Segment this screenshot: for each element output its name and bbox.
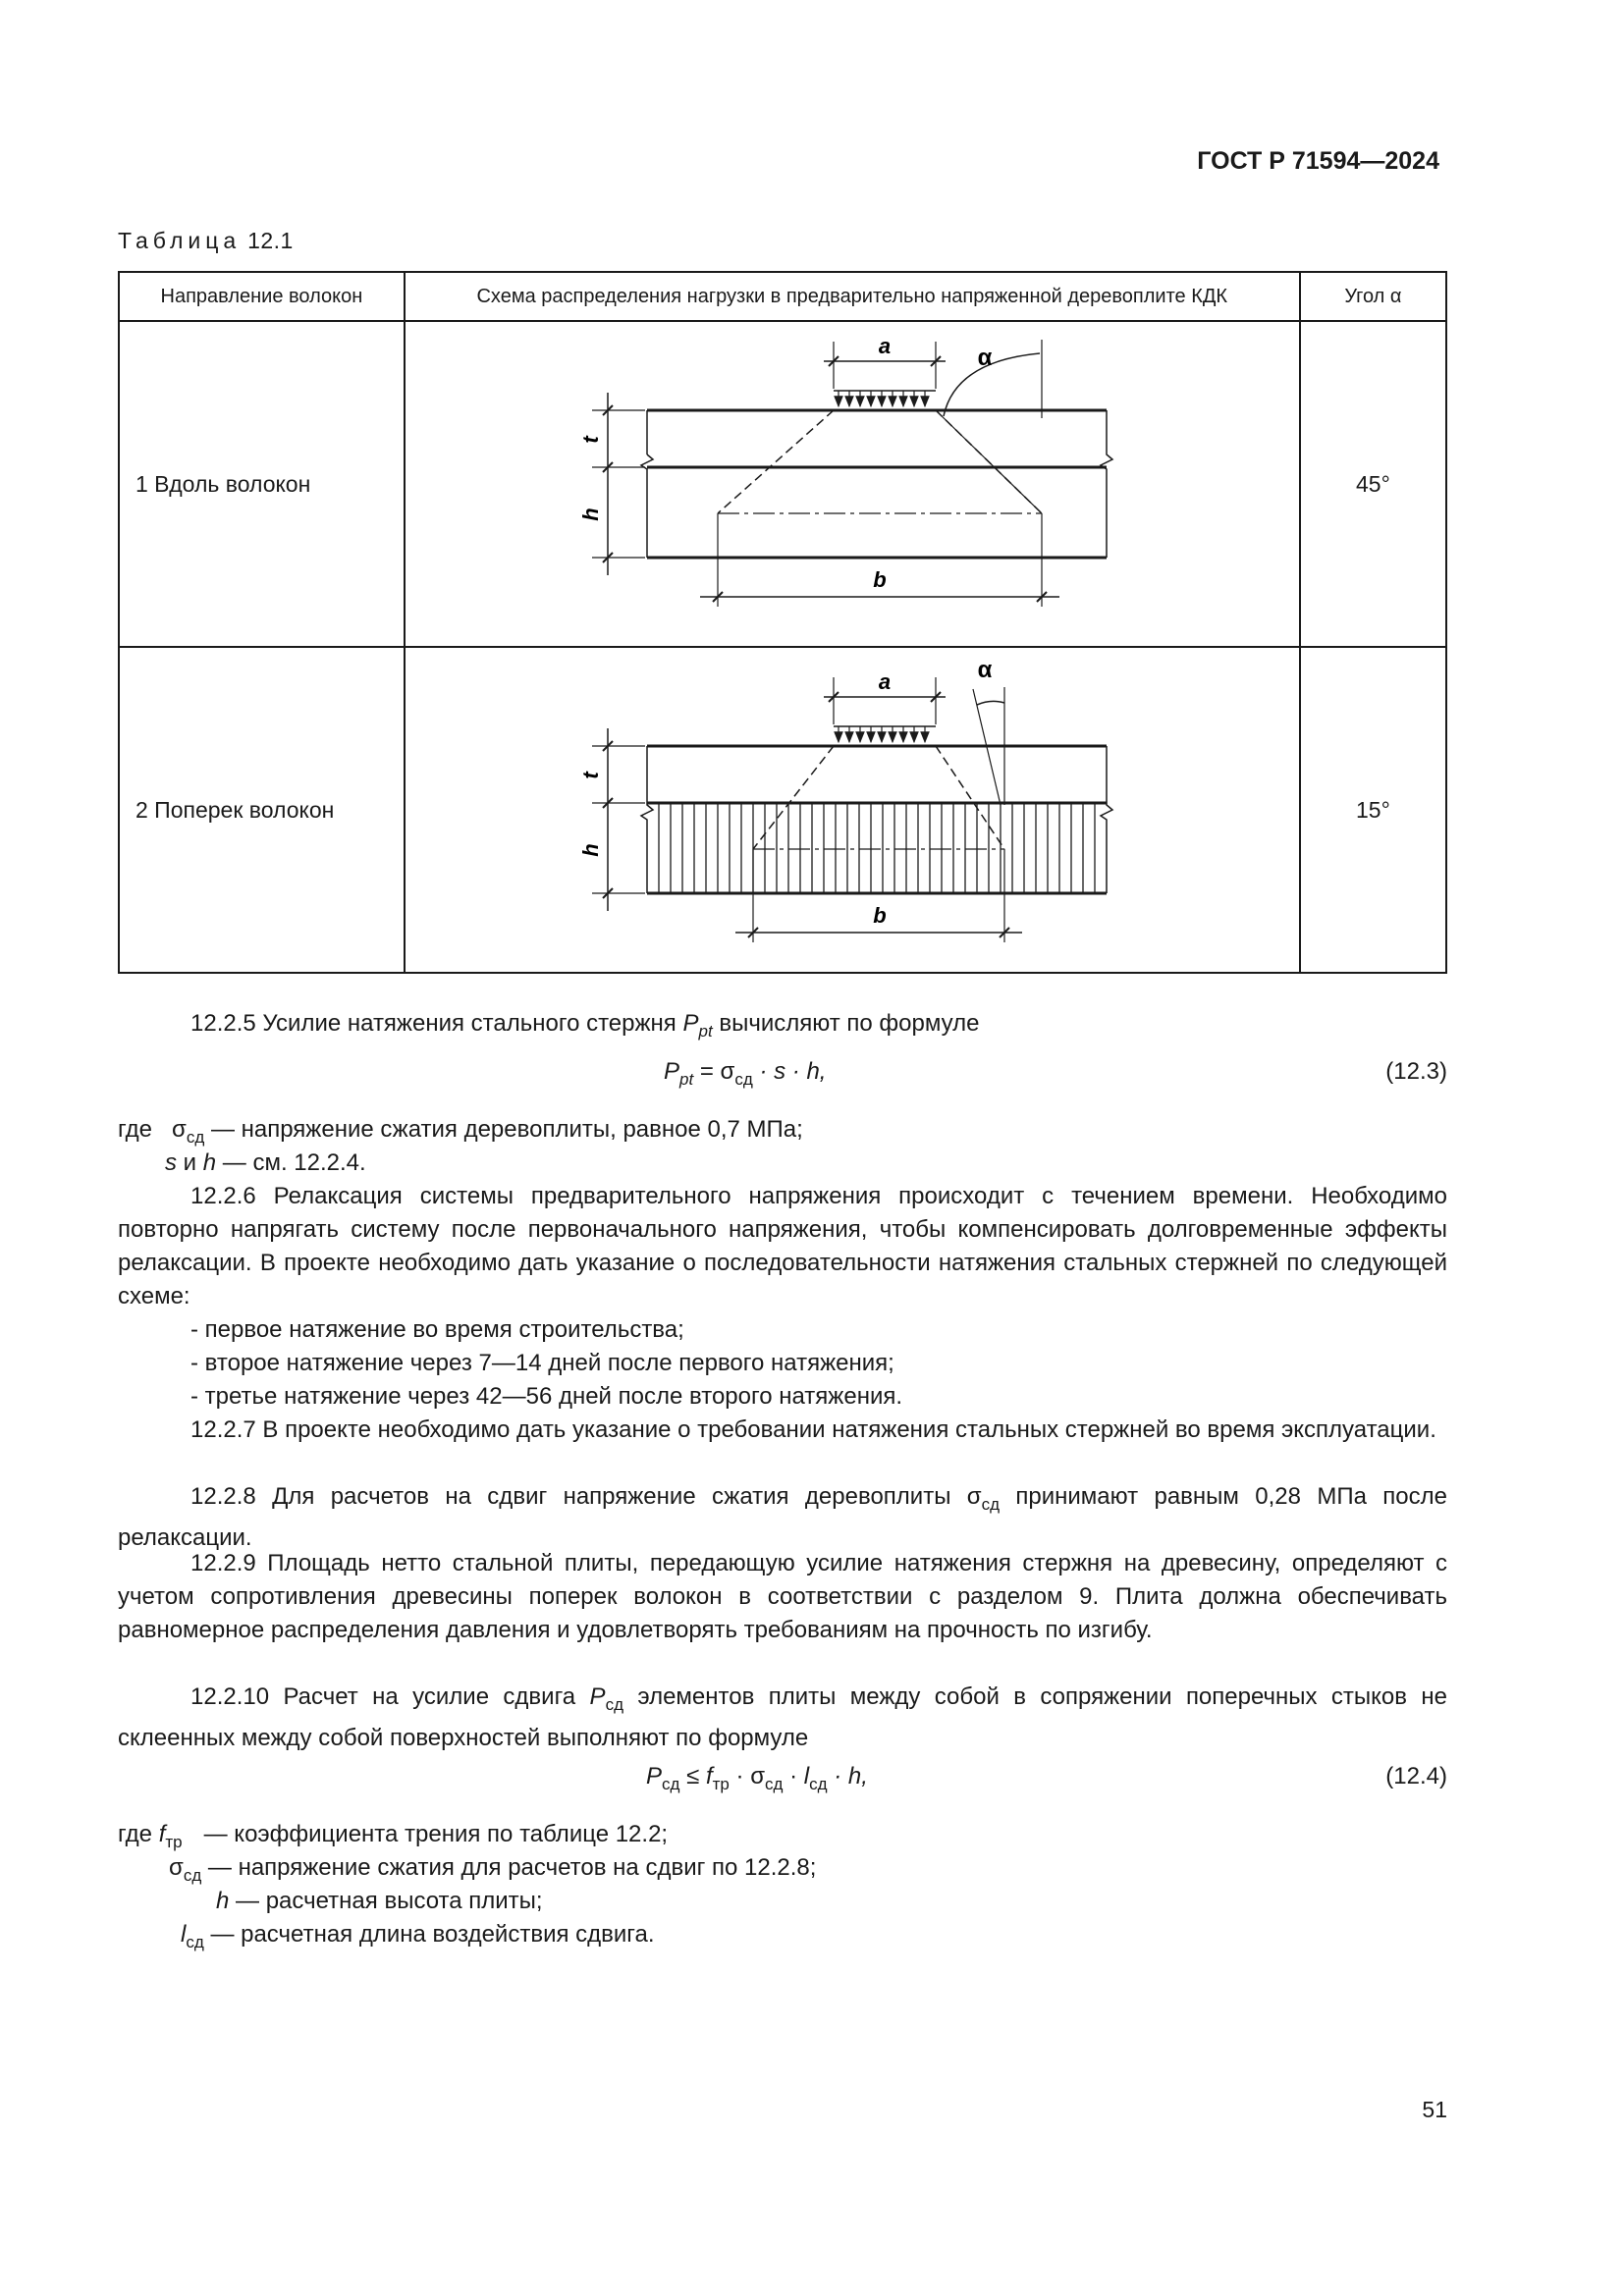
row-direction: 1 Вдоль волокон (119, 321, 405, 647)
label-b: b (873, 567, 887, 592)
where-h: h — расчетная высота плиты; (216, 1888, 543, 1914)
load-spread-line-left (753, 746, 834, 849)
load-arrows (839, 726, 925, 742)
scheme-along-fibres (406, 322, 1295, 646)
label-b: b (873, 903, 887, 928)
where-f-tr: где $f_{тр}$ — коэффициента трения по таблице 12.2; (118, 1821, 669, 1851)
document-code: ГОСТ Р 71594—2024 (1197, 147, 1439, 175)
paragraph-12-2-6: 12.2.6 Релаксация системы предварительного напряжения происходит с течением времени. Необходимо повторно напрягать систему после первоначального напряжения, чтобы компенсировать долговременные эффекты релаксации. В проекте необходимо дать указание о последовательности натяжения стальных стержней по следующей схеме: (118, 1183, 1447, 1309)
formula-12-4: $P_{сд} \le f_{тр} \cdot \sigma_{сд} \cdot l_{сд} \cdot h$, (646, 1763, 868, 1793)
load-spread-line-left (718, 410, 834, 513)
page-number: 51 (1422, 2097, 1447, 2122)
label-h: h (577, 843, 603, 857)
label-t: t (577, 436, 603, 444)
header-scheme: Схема распределения нагрузки в предварительно напряженной деревоплите КДК (405, 272, 1300, 321)
scheme-across-fibres (406, 648, 1295, 972)
paragraph-12-2-7: 12.2.7 В проекте необходимо дать указание о требовании натяжения стальных стержней во время эксплуатации. (190, 1416, 1436, 1443)
label-alpha: α (977, 345, 993, 371)
transverse-lamellae (659, 803, 1095, 893)
load-distribution-table (118, 271, 1447, 974)
row-angle: 45° (1300, 321, 1446, 647)
where-sigma: где $\sigma_{сд}$ — напряжение сжатия деревоплиты, равное 0,7 МПа; (118, 1116, 803, 1147)
table-row (119, 321, 1446, 647)
table-caption-word: Таблица (118, 228, 242, 253)
list-item: - второе натяжение через 7—14 дней после первого натяжения; (190, 1350, 894, 1376)
angle-arc (977, 701, 1004, 705)
load-spread-line-right (936, 746, 1004, 849)
where-l-sd: $l_{сд}$ — расчетная длина воздействия сдвига. (181, 1921, 655, 1951)
list-item: - третье натяжение через 42—56 дней после второго натяжения. (190, 1383, 903, 1410)
header-direction: Направление волокон (119, 272, 405, 321)
table-caption-number: 12.1 (247, 228, 294, 253)
label-t: t (577, 772, 603, 779)
scheme-cell (405, 647, 1300, 973)
label-alpha: α (977, 657, 993, 683)
label-h: h (577, 507, 603, 521)
paragraph-12-2-8: 12.2.8 Для расчетов на сдвиг напряжение сжатия деревоплиты $\sigma_{сд}$ принимают равным 0,28 МПа после релаксации. (118, 1483, 1447, 1551)
where-s-h: s и h — см. 12.2.4. (165, 1149, 366, 1176)
table-header-row (119, 272, 1446, 321)
table-row (119, 647, 1446, 973)
header-angle: Угол α (1300, 272, 1446, 321)
paragraph-12-2-5: 12.2.5 Усилие натяжения стального стержня $P_{pt}$ вычисляют по формуле (190, 1010, 980, 1041)
load-arrows (839, 391, 925, 406)
paragraph-12-2-10: 12.2.10 Расчет на усилие сдвига $P_{сд}$ элементов плиты между собой в сопряжении поперечных стыков не склеенных между собой поверхностей выполняют по формуле (118, 1683, 1447, 1751)
paragraph-12-2-9: 12.2.9 Площадь нетто стальной плиты, передающую усилие натяжения стержня на древесину, определяют с учетом сопротивления древесины поперек волокон в соответствии с разделом 9. Плита должна обеспечивать равномерное распределения давления и удовлетворять требованиям на прочность по изгибу. (118, 1550, 1447, 1643)
row-angle: 15° (1300, 647, 1446, 973)
table-caption (118, 228, 294, 254)
formula-12-3: $P_{pt} = \sigma_{сд} \cdot s \cdot h$, (664, 1058, 827, 1089)
scheme-cell (405, 321, 1300, 647)
list-item: - первое натяжение во время строительства; (190, 1316, 684, 1343)
formula-number-12-3: (12.3) (1385, 1058, 1447, 1085)
where-sigma-sd: $\sigma_{сд}$ — напряжение сжатия для расчетов на сдвиг по 12.2.8; (169, 1854, 817, 1885)
label-a: a (878, 669, 891, 694)
formula-number-12-4: (12.4) (1385, 1763, 1447, 1789)
row-direction: 2 Поперек волокон (119, 647, 405, 973)
label-a: a (878, 334, 891, 358)
